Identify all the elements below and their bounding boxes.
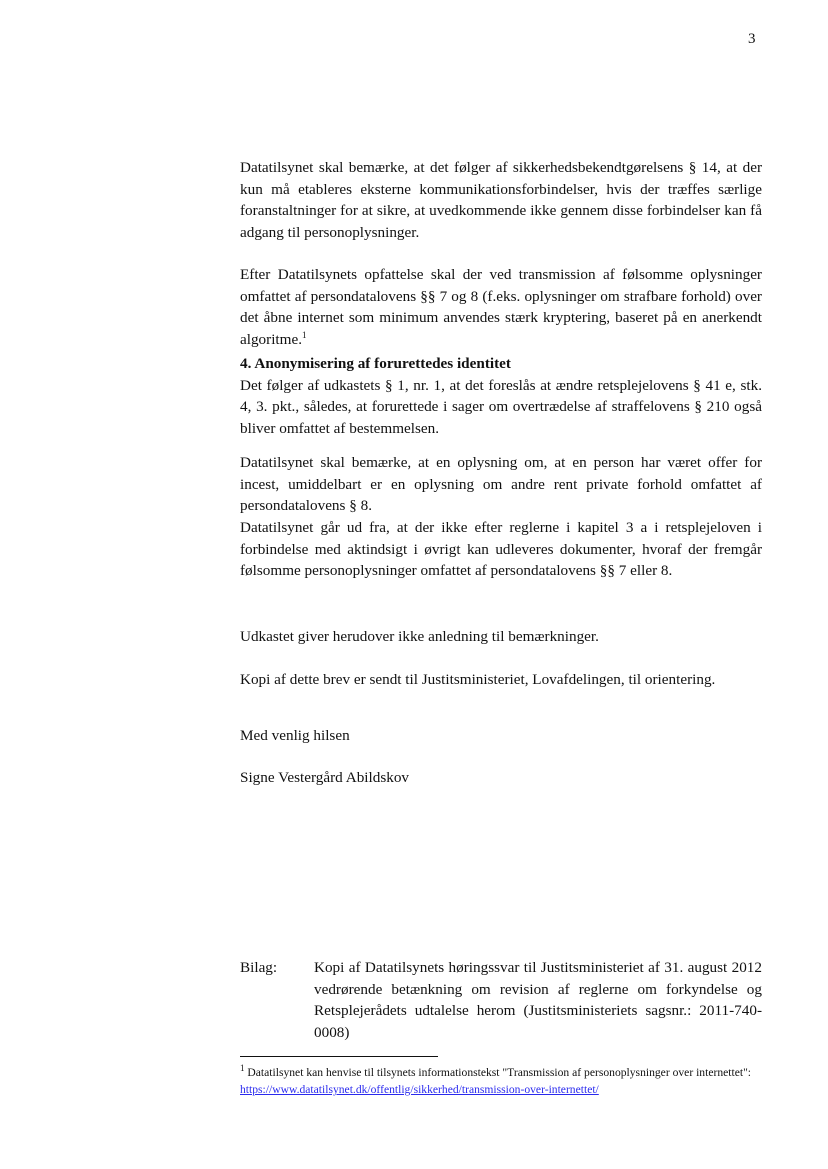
paragraph-text: Kopi af dette brev er sendt til Justitsministeriet, Lovafdelingen, til orientering. (240, 671, 716, 688)
paragraph-text: Datatilsynet skal bemærke, at en oplysning om, at en person har været offer for incest, umiddelbart er en oplysning om andre rent private forhold omfattet af persondatalovens § 8. (240, 454, 762, 514)
paragraph-no-further-remarks (240, 626, 762, 648)
paragraph-text: Datatilsynet går ud fra, at der ikke efter reglerne i kapitel 3 a i retsplejeloven i forbindelse med aktindsigt i øvrigt kan udleveres dokumenter, hvoraf der fremgår følsomme personoplysninger omfattet af persondatalovens §§ 7 eller 8. (240, 519, 762, 579)
section-heading: 4. Anonymisering af forurettedes identitet (240, 355, 511, 372)
footnote-divider (240, 1056, 438, 1057)
paragraph-security-order (240, 157, 762, 243)
paragraph-copy-sent (240, 669, 762, 691)
signer-name: Signe Vestergård Abildskov (240, 769, 410, 786)
attachment-label: Bilag: (240, 959, 278, 976)
attachment-text: Kopi af Datatilsynets høringssvar til Justitsministeriet af 31. august 2012 vedrørende betænkning om revision af reglerne om forkyndelse og Retsplejerådets udtalelse herom (Justitsministeriets sagsnr.: 2011-740-0008) (314, 959, 762, 1041)
page-number: 3 (748, 31, 756, 47)
paragraph-encryption (240, 264, 762, 350)
paragraph-text: Det følger af udkastets § 1, nr. 1, at det foreslås at ændre retsplejelovens § 41 e, stk. 4, 3. pkt., således, at forurettede i sager om overtrædelse af straffelovens § 210 også bliver omfattet af bestemmelsen. (240, 376, 762, 437)
footnote (240, 1064, 762, 1098)
section-anonymisation (240, 353, 762, 439)
paragraph-text: Datatilsynet skal bemærke, at det følger af sikkerhedsbekendtgørelsens § 14, at der kun må etableres eksterne kommunikationsforbindelser, hvis der træffes særlige foranstaltninger for at sikre, at uvedkommende ikke gennem disse forbindelser kan få adgang til personoplysninger. (240, 159, 762, 241)
paragraph-text: Udkastet giver herudover ikke anledning til bemærkninger. (240, 628, 599, 645)
paragraph-incest (240, 452, 762, 517)
footnote-marker: 1 (240, 1063, 245, 1074)
footnote-reference: 1 (302, 329, 307, 340)
closing-greeting: Med venlig hilsen (240, 727, 350, 744)
footnote-link[interactable]: https://www.datatilsynet.dk/offentlig/sikkerhed/transmission-over-internettet/ (240, 1083, 599, 1096)
paragraph-access-to-documents (240, 517, 762, 582)
attachment-block (240, 957, 762, 1043)
paragraph-text: Efter Datatilsynets opfattelse skal der ved transmission af følsomme oplysninger omfattet af persondatalovens §§ 7 og 8 (f.eks. oplysninger om strafbare forhold) over det åbne internet som minimum anvendes stærk kryptering, baseret på en anerkendt algoritme. (240, 266, 762, 348)
footnote-text: Datatilsynet kan henvise til tilsynets informationstekst "Transmission af personoplysninger over internettet": (247, 1066, 752, 1079)
